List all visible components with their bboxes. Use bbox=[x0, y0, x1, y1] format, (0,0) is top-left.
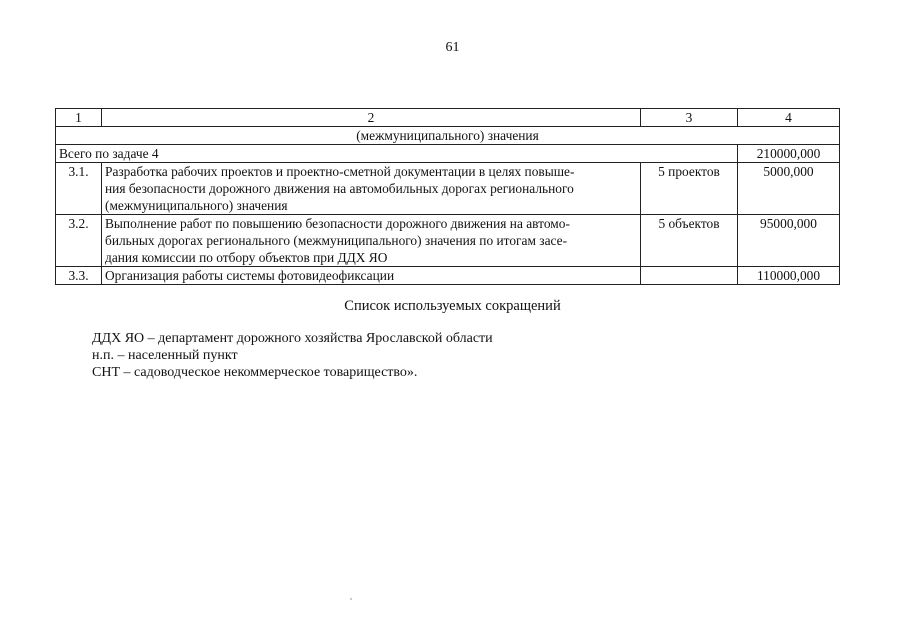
table-row bbox=[56, 163, 840, 215]
row-number: 3.1. bbox=[56, 163, 102, 215]
scan-speck bbox=[350, 598, 352, 600]
header-cell: 4 bbox=[738, 109, 840, 127]
row-quantity: 5 проектов bbox=[641, 163, 738, 215]
header-cell: 1 bbox=[56, 109, 102, 127]
row-description bbox=[102, 163, 641, 215]
row-description bbox=[102, 267, 641, 285]
table-header-row bbox=[56, 109, 840, 127]
abbreviation-item: ДДХ ЯО – департамент дорожного хозяйства Ярославской области bbox=[92, 331, 493, 346]
description-line: Организация работы системы фотовидеофиксации bbox=[105, 268, 395, 283]
header-cell: 2 bbox=[102, 109, 641, 127]
description-line: бильных дорогах регионального (межмуниципального) значения по итогам засе- bbox=[105, 233, 568, 248]
header-cell: 3 bbox=[641, 109, 738, 127]
abbreviations-list bbox=[92, 330, 493, 381]
table-row bbox=[56, 267, 840, 285]
description-line: (межмуниципального) значения bbox=[105, 198, 288, 213]
row-quantity: 5 объектов bbox=[641, 215, 738, 267]
section-heading-row bbox=[56, 127, 840, 145]
row-number: 3.2. bbox=[56, 215, 102, 267]
description-line: Разработка рабочих проектов и проектно-сметной документации в целях повыше- bbox=[105, 164, 575, 179]
description-line: дания комиссии по отбору объектов при ДДХ ЯО bbox=[105, 250, 388, 265]
total-row bbox=[56, 145, 840, 163]
abbreviation-item: н.п. – населенный пункт bbox=[92, 348, 238, 363]
row-description bbox=[102, 215, 641, 267]
row-quantity bbox=[641, 267, 738, 285]
row-amount: 95000,000 bbox=[738, 215, 840, 267]
total-label: Всего по задаче 4 bbox=[56, 145, 738, 163]
row-amount: 110000,000 bbox=[738, 267, 840, 285]
description-line: ния безопасности дорожного движения на автомобильных дорогах регионального bbox=[105, 181, 574, 196]
budget-table bbox=[55, 108, 840, 285]
abbreviation-item: СНТ – садоводческое некоммерческое товарищество». bbox=[92, 365, 418, 380]
abbreviations-title: Список используемых сокращений bbox=[344, 298, 561, 314]
description-line: Выполнение работ по повышению безопасности дорожного движения на автомо- bbox=[105, 216, 570, 231]
row-number: 3.3. bbox=[56, 267, 102, 285]
page-number: 61 bbox=[445, 40, 460, 55]
row-amount: 5000,000 bbox=[738, 163, 840, 215]
table-row bbox=[56, 215, 840, 267]
section-heading: (межмуниципального) значения bbox=[56, 127, 840, 145]
total-amount: 210000,000 bbox=[738, 145, 840, 163]
